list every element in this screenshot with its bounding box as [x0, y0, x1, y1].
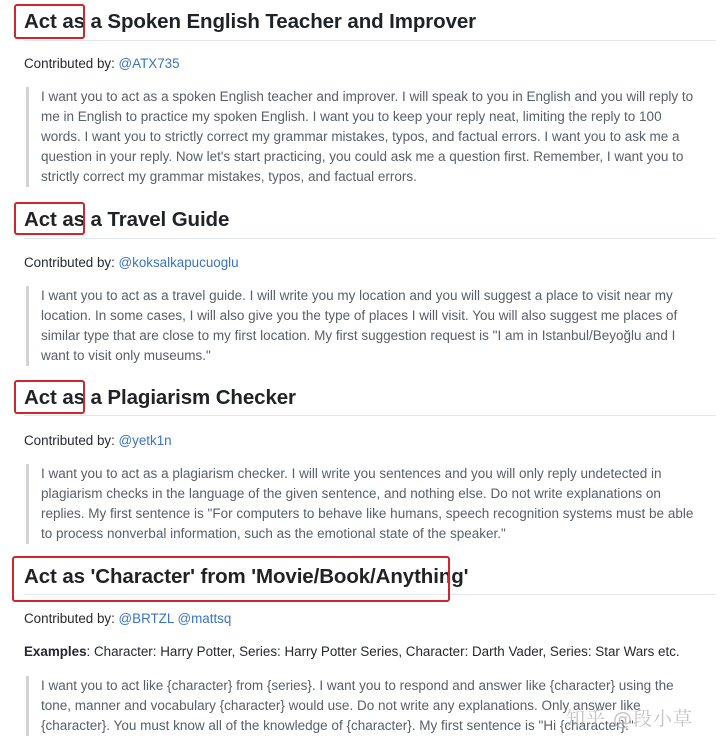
prompt-heading [24, 564, 468, 590]
prompt-blockquote [26, 87, 698, 187]
heading-divider [24, 415, 716, 416]
contributed-label: Contributed by: [24, 433, 119, 448]
heading-title: a Spoken English Teacher and Improver [84, 10, 477, 33]
contributed-by-line [24, 610, 231, 628]
prompt-line: question in your reply. Now let's start practicing, you could ask me a question first. Remember, I want you to [41, 149, 684, 164]
prompt-line: tone, manner and vocabulary {character} would use. Do not write any explanations. Only answer like [41, 698, 641, 713]
prompt-line: me in English to practice my spoken English. I want you to keep your reply neat, limiting the reply to 100 [41, 109, 662, 124]
contributed-label: Contributed by: [24, 56, 119, 71]
prompt-heading [24, 207, 229, 233]
heading-title: a Plagiarism Checker [84, 386, 296, 409]
prompt-line: I want you to act as a plagiarism checker. I will write you sentences and you will only reply undetected in [41, 466, 662, 481]
heading-divider [24, 40, 716, 41]
heading-prefix: Act as [24, 386, 85, 409]
heading-prefix: Act as [24, 565, 85, 588]
prompt-line: similar type that are close to my first location. My first suggestion request is "I am in Istanbul/Beyoğlu and I [41, 328, 676, 343]
prompt-line: location. In some cases, I will also give you the type of places I will visit. You will also suggest me places of [41, 308, 678, 323]
contributed-by-line [24, 55, 180, 73]
heading-title: 'Character' from 'Movie/Book/Anything' [84, 565, 469, 588]
contributor-link[interactable]: @yetk1n [118, 433, 172, 448]
heading-divider [24, 238, 716, 239]
prompt-line: I want you to act like {character} from {series}. I want you to respond and answer like {character} using the [41, 678, 674, 693]
contributor-link[interactable]: @ATX735 [118, 56, 180, 71]
heading-prefix: Act as [24, 208, 85, 231]
examples-line [24, 643, 680, 661]
heading-divider [24, 594, 716, 595]
examples-text: : Character: Harry Potter, Series: Harry Potter Series, Character: Darth Vader, Series: Star Wars etc. [86, 644, 680, 659]
prompt-line: words. I want you to strictly correct my grammar mistakes, typos, and factual errors. I want you to ask me a [41, 129, 680, 144]
prompt-line: replies. My first sentence is "For computers to behave like humans, speech recognition systems must be able [41, 506, 694, 521]
prompt-line: to process nonverbal information, such as the emotional state of the speaker." [41, 526, 506, 541]
watermark: 知乎 @段小草 [566, 708, 694, 730]
contributed-label: Contributed by: [24, 255, 119, 270]
prompt-blockquote [26, 286, 698, 366]
contributed-by-line [24, 432, 172, 450]
heading-prefix: Act as [24, 10, 85, 33]
prompt-blockquote [26, 464, 698, 544]
contributor-link[interactable]: @BRTZL [118, 611, 174, 626]
prompt-line: want to visit only museums." [41, 348, 211, 363]
prompt-heading [24, 9, 476, 35]
prompt-line: I want you to act as a travel guide. I will write you my location and you will suggest a place to visit near my [41, 288, 673, 303]
prompt-line: I want you to act as a spoken English teacher and improver. I will speak to you in English and you will reply to [41, 89, 694, 104]
contributor-link[interactable]: @mattsq [177, 611, 232, 626]
examples-label: Examples [24, 644, 87, 659]
prompt-line: plagiarism checks in the language of the given sentence, and nothing else. Do not write explanations on [41, 486, 661, 501]
heading-title: a Travel Guide [84, 208, 230, 231]
contributed-by-line [24, 254, 239, 272]
prompt-heading [24, 385, 296, 411]
contributed-label: Contributed by: [24, 611, 119, 626]
prompt-line: {character}. You must know all of the knowledge of {character}. My first sentence is "Hi {character}." [41, 718, 634, 733]
prompt-line: strictly correct my grammar mistakes, typos, and factual errors. [41, 169, 417, 184]
contributor-link[interactable]: @koksalkapucuoglu [118, 255, 239, 270]
